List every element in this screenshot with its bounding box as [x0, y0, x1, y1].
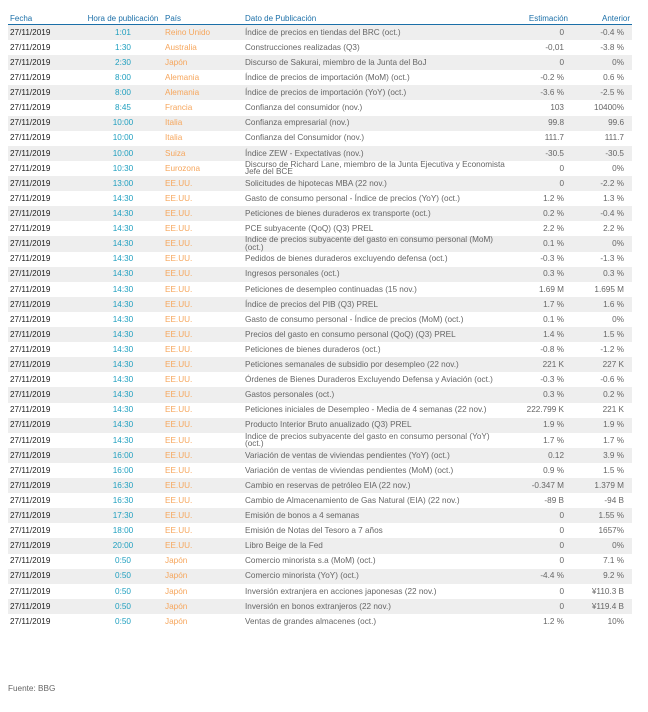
cell-date: 27/11/2019 [8, 206, 83, 221]
cell-date: 27/11/2019 [8, 176, 83, 191]
cell-event: Gasto de consumo personal - Índice de precios (YoY) (oct.) [245, 193, 460, 203]
table-row [8, 282, 632, 297]
header-estimate: Estimación [508, 0, 570, 25]
cell-estimate: 0.12 [508, 448, 570, 463]
cell-hour: 14:30 [83, 327, 163, 342]
calendar-table-container [8, 0, 632, 629]
cell-previous: 7.1 % [603, 556, 624, 566]
cell-hour: 10:00 [83, 116, 163, 131]
table-row [8, 191, 632, 206]
cell-date: 27/11/2019 [10, 375, 51, 385]
cell-event: Peticiones de bienes duraderos (oct.) [245, 344, 381, 354]
cell-country: EE.UU. [163, 418, 243, 433]
cell-previous: 221 K [602, 405, 624, 415]
cell-country: EE.UU. [165, 526, 193, 536]
cell-hour: 14:30 [112, 344, 134, 354]
cell-event: Índice de precios de importación (YoY) (oct.) [243, 85, 508, 100]
cell-date: 27/11/2019 [8, 55, 83, 70]
cell-event: Inversión en bonos extranjeros (22 nov.) [243, 599, 508, 614]
cell-country: EE.UU. [165, 193, 193, 203]
cell-date: 27/11/2019 [8, 116, 83, 131]
cell-estimate: 0 [559, 163, 564, 173]
cell-date: 27/11/2019 [8, 418, 83, 433]
cell-event: Variación de ventas de viviendas pendientes (MoM) (oct.) [245, 465, 454, 475]
cell-date: 27/11/2019 [10, 435, 51, 445]
table-row [8, 85, 632, 100]
cell-hour: 20:00 [83, 538, 163, 553]
cell-event: Construcciones realizadas (Q3) [245, 42, 360, 52]
cell-previous: 0% [570, 236, 632, 251]
table-row [8, 342, 632, 357]
cell-estimate: -0.3 % [540, 254, 564, 264]
cell-estimate: 0.9 % [543, 465, 564, 475]
header-previous: Anterior [570, 0, 632, 25]
cell-country: EE.UU. [163, 448, 243, 463]
cell-hour: 14:30 [112, 405, 134, 415]
table-row [8, 508, 632, 523]
cell-event: Confianza del consumidor (nov.) [245, 103, 363, 113]
cell-date: 27/11/2019 [8, 236, 83, 251]
cell-hour: 14:30 [112, 375, 134, 385]
table-row [8, 418, 632, 433]
cell-hour: 10:00 [83, 146, 163, 161]
cell-event: Cambio de Almacenamiento de Gas Natural (EIA) (22 nov.) [245, 495, 460, 505]
economic-calendar-table [8, 0, 632, 629]
cell-estimate: 1.7 % [543, 435, 564, 445]
cell-country: EE.UU. [163, 297, 243, 312]
cell-country: Suiza [163, 146, 243, 161]
cell-estimate: 0.3 % [508, 267, 570, 282]
cell-date: 27/11/2019 [10, 314, 51, 324]
cell-previous: -0.6 % [600, 375, 624, 385]
cell-date: 27/11/2019 [10, 616, 51, 626]
cell-previous: -2.2 % [570, 176, 632, 191]
cell-event: Emisión de bonos a 4 semanas [243, 508, 508, 523]
cell-country: Reino Unido [163, 25, 243, 41]
cell-estimate: 1.2 % [543, 616, 564, 626]
cell-date: 27/11/2019 [8, 357, 83, 372]
cell-country: EE.UU. [163, 508, 243, 523]
cell-hour: 1:01 [83, 25, 163, 41]
cell-date: 27/11/2019 [10, 284, 51, 294]
cell-country: EE.UU. [165, 405, 193, 415]
header-row [8, 0, 632, 25]
cell-previous: 99.6 [570, 116, 632, 131]
cell-country: EE.UU. [163, 176, 243, 191]
table-row [8, 372, 632, 387]
cell-event: Peticiones de desempleo continuadas (15 nov.) [245, 284, 417, 294]
cell-previous: 227 K [570, 357, 632, 372]
cell-date: 27/11/2019 [10, 526, 51, 536]
cell-hour: 0:50 [83, 599, 163, 614]
table-row [8, 614, 632, 629]
table-row [8, 433, 632, 448]
cell-previous: 1.379 M [570, 478, 632, 493]
cell-date: 27/11/2019 [10, 73, 51, 83]
cell-country: Italia [165, 133, 183, 143]
table-row [8, 312, 632, 327]
table-row [8, 538, 632, 553]
cell-event: Pedidos de bienes duraderos excluyendo defensa (oct.) [245, 254, 448, 264]
cell-country: EE.UU. [163, 267, 243, 282]
cell-event: Confianza del Consumidor (nov.) [245, 133, 365, 143]
cell-hour: 10:30 [112, 163, 134, 173]
table-body [8, 25, 632, 630]
cell-country: EE.UU. [165, 435, 193, 445]
cell-date: 27/11/2019 [10, 103, 51, 113]
cell-previous: 0% [612, 314, 624, 324]
cell-hour: 8:45 [115, 103, 131, 113]
cell-estimate: 0 [559, 526, 564, 536]
table-row [8, 448, 632, 463]
table-row [8, 327, 632, 342]
cell-hour: 0:50 [115, 616, 131, 626]
cell-date: 27/11/2019 [10, 405, 51, 415]
table-row [8, 40, 632, 55]
cell-date: 27/11/2019 [8, 387, 83, 402]
cell-event: Variación de ventas de viviendas pendientes (YoY) (oct.) [243, 448, 508, 463]
cell-country: EE.UU. [165, 495, 193, 505]
cell-estimate: 0 [508, 176, 570, 191]
cell-hour: 8:00 [83, 85, 163, 100]
cell-estimate: -3.6 % [508, 85, 570, 100]
cell-date: 27/11/2019 [8, 146, 83, 161]
cell-hour: 14:30 [112, 254, 134, 264]
table-row [8, 387, 632, 402]
cell-date: 27/11/2019 [8, 85, 83, 100]
cell-estimate: -0.347 M [508, 478, 570, 493]
cell-country: EE.UU. [163, 236, 243, 251]
cell-previous: -0.4 % [570, 25, 632, 41]
cell-country: EE.UU. [163, 206, 243, 221]
cell-date: 27/11/2019 [10, 586, 51, 596]
table-row [8, 584, 632, 599]
cell-event: Solicitudes de hipotecas MBA (22 nov.) [243, 176, 508, 191]
cell-date: 27/11/2019 [10, 254, 51, 264]
cell-date: 27/11/2019 [10, 465, 51, 475]
cell-previous: 111.7 [604, 133, 624, 143]
cell-hour: 14:30 [83, 418, 163, 433]
cell-country: EE.UU. [163, 478, 243, 493]
cell-hour: 14:30 [83, 387, 163, 402]
table-row [8, 206, 632, 221]
cell-date: 27/11/2019 [8, 25, 83, 41]
source-note: Fuente: BBG [8, 684, 56, 693]
cell-country: EE.UU. [165, 314, 193, 324]
cell-previous: -1.2 % [600, 344, 624, 354]
table-row [8, 236, 632, 251]
cell-estimate: 103 [550, 103, 564, 113]
cell-estimate: 1.4 % [508, 327, 570, 342]
cell-country: EE.UU. [163, 357, 243, 372]
cell-date: 27/11/2019 [10, 556, 51, 566]
table-row [8, 146, 632, 161]
cell-hour: 10:00 [112, 133, 134, 143]
cell-previous: 3.9 % [570, 448, 632, 463]
cell-hour: 14:30 [112, 224, 134, 234]
cell-date: 27/11/2019 [10, 163, 51, 173]
cell-estimate: 0.1 % [508, 236, 570, 251]
table-row [8, 569, 632, 584]
cell-estimate: 2.2 % [543, 224, 564, 234]
cell-previous: 2.2 % [603, 224, 624, 234]
cell-event: Peticiones semanales de subsidio por desempleo (22 nov.) [243, 357, 508, 372]
cell-event: Gastos personales (oct.) [243, 387, 508, 402]
cell-event: Índice de precios subyacente del gasto en consumo personal (YoY) (oct.) [245, 432, 490, 448]
cell-event: Producto Interior Bruto anualizado (Q3) PREL [243, 418, 508, 433]
cell-estimate: -0.2 % [540, 73, 564, 83]
cell-event: Ingresos personales (oct.) [243, 267, 508, 282]
table-header [8, 0, 632, 25]
cell-country: Francia [165, 103, 193, 113]
table-row [8, 478, 632, 493]
cell-previous: 0.3 % [570, 267, 632, 282]
table-row [8, 252, 632, 267]
cell-previous: 0% [570, 55, 632, 70]
cell-estimate: -0.8 % [540, 344, 564, 354]
cell-hour: 0:50 [115, 556, 131, 566]
cell-hour: 14:30 [112, 284, 134, 294]
table-row [8, 554, 632, 569]
cell-country: Italia [163, 116, 243, 131]
table-row [8, 463, 632, 478]
cell-date: 27/11/2019 [10, 224, 51, 234]
cell-hour: 13:00 [83, 176, 163, 191]
cell-hour: 14:30 [112, 193, 134, 203]
table-row [8, 357, 632, 372]
cell-estimate: 0.1 % [543, 314, 564, 324]
cell-event: Índice de precios de importación (MoM) (oct.) [245, 73, 410, 83]
table-row [8, 116, 632, 131]
cell-estimate: 221 K [508, 357, 570, 372]
cell-estimate: -0.3 % [540, 375, 564, 385]
cell-hour: 0:50 [83, 569, 163, 584]
cell-event: PCE subyacente (QoQ) (Q3) PREL [245, 224, 374, 234]
cell-previous: 9.2 % [570, 569, 632, 584]
cell-estimate: -0,01 [545, 42, 564, 52]
cell-previous: 10400% [593, 103, 624, 113]
cell-date: 27/11/2019 [10, 133, 51, 143]
cell-event: Discurso de Sakurai, miembro de la Junta del BoJ [243, 55, 508, 70]
table-row [8, 493, 632, 508]
cell-country: EE.UU. [163, 387, 243, 402]
cell-date: 27/11/2019 [8, 327, 83, 342]
cell-country: EE.UU. [165, 344, 193, 354]
cell-country: EE.UU. [165, 375, 193, 385]
cell-hour: 0:50 [115, 586, 131, 596]
cell-event: Emisión de Notas del Tesoro a 7 años [245, 526, 383, 536]
cell-event: Ventas de grandes almacenes (oct.) [245, 616, 377, 626]
cell-event: Libro Beige de la Fed [243, 538, 508, 553]
cell-country: EE.UU. [165, 465, 193, 475]
cell-event: Órdenes de Bienes Duraderos Excluyendo Defensa y Aviación (oct.) [245, 375, 493, 385]
table-row [8, 176, 632, 191]
cell-previous: 1.6 % [570, 297, 632, 312]
table-row [8, 297, 632, 312]
cell-country: EE.UU. [165, 284, 193, 294]
cell-event: Confianza empresarial (nov.) [243, 116, 508, 131]
cell-hour: 17:30 [83, 508, 163, 523]
cell-hour: 16:30 [83, 478, 163, 493]
cell-previous: 1.5 % [570, 327, 632, 342]
table-row [8, 599, 632, 614]
cell-date: 27/11/2019 [8, 448, 83, 463]
cell-date: 27/11/2019 [8, 267, 83, 282]
cell-previous: 1.7 % [603, 435, 624, 445]
cell-hour: 2:30 [83, 55, 163, 70]
cell-previous: 0.6 % [603, 73, 624, 83]
cell-previous: 1.9 % [570, 418, 632, 433]
cell-previous: -94 B [604, 495, 624, 505]
cell-estimate: 0.3 % [508, 387, 570, 402]
cell-previous: 0% [612, 163, 624, 173]
cell-previous: -0.4 % [570, 206, 632, 221]
table-row [8, 267, 632, 282]
cell-country: Japón [163, 599, 243, 614]
cell-event: Peticiones de bienes duraderos ex transporte (oct.) [243, 206, 508, 221]
table-row [8, 161, 632, 176]
cell-estimate: 0 [508, 508, 570, 523]
table-row [8, 25, 632, 41]
cell-hour: 14:30 [83, 267, 163, 282]
cell-estimate: 0 [508, 25, 570, 41]
table-row [8, 70, 632, 85]
cell-event: Cambio en reservas de petróleo EIA (22 nov.) [243, 478, 508, 493]
cell-date: 27/11/2019 [10, 495, 51, 505]
cell-event: Inversión extranjera en acciones japonesas (22 nov.) [245, 586, 437, 596]
cell-hour: 14:30 [83, 206, 163, 221]
header-date: Fecha [8, 0, 83, 25]
cell-date: 27/11/2019 [8, 569, 83, 584]
cell-date: 27/11/2019 [10, 193, 51, 203]
cell-hour: 16:30 [112, 495, 134, 505]
cell-previous: 1.5 % [603, 465, 624, 475]
cell-hour: 14:30 [112, 314, 134, 324]
cell-date: 27/11/2019 [8, 599, 83, 614]
cell-previous: -2.5 % [570, 85, 632, 100]
cell-country: EE.UU. [165, 224, 193, 234]
cell-hour: 1:30 [115, 42, 131, 52]
table-row [8, 131, 632, 146]
cell-estimate: -30.5 [508, 146, 570, 161]
cell-event: Peticiones iniciales de Desempleo - Media de 4 semanas (22 nov.) [245, 405, 487, 415]
cell-country: Japón [165, 616, 188, 626]
cell-estimate: 0 [508, 599, 570, 614]
table-row [8, 100, 632, 115]
cell-previous: -1.3 % [600, 254, 624, 264]
cell-estimate: 111.7 [544, 133, 564, 143]
cell-previous: 1.55 % [570, 508, 632, 523]
cell-previous: 1.695 M [594, 284, 624, 294]
cell-event: Índice de precios en tiendas del BRC (oct.) [243, 25, 508, 41]
cell-hour: 16:00 [83, 448, 163, 463]
cell-event: Índice ZEW - Expectativas (nov.) [243, 146, 508, 161]
cell-country: Australia [165, 42, 197, 52]
cell-previous: 0.2 % [570, 387, 632, 402]
cell-estimate: 1.9 % [508, 418, 570, 433]
cell-date: 27/11/2019 [10, 42, 51, 52]
cell-estimate: 1.7 % [508, 297, 570, 312]
cell-country: EE.UU. [165, 254, 193, 264]
cell-country: EE.UU. [163, 538, 243, 553]
cell-estimate: 0 [508, 55, 570, 70]
cell-event: Precios del gasto en consumo personal (QoQ) (Q3) PREL [243, 327, 508, 342]
cell-date: 27/11/2019 [8, 538, 83, 553]
cell-estimate: 1.2 % [543, 193, 564, 203]
cell-estimate: 0.2 % [508, 206, 570, 221]
table-row [8, 403, 632, 418]
cell-hour: 14:30 [83, 297, 163, 312]
cell-previous: 0% [570, 538, 632, 553]
cell-event: Comercio minorista (YoY) (oct.) [243, 569, 508, 584]
table-row [8, 55, 632, 70]
cell-country: Alemania [165, 73, 200, 83]
cell-estimate: -4.4 % [508, 569, 570, 584]
cell-country: EE.UU. [163, 327, 243, 342]
cell-previous: 1.3 % [603, 193, 624, 203]
cell-estimate: 0 [508, 538, 570, 553]
cell-estimate: 222.799 K [526, 405, 564, 415]
table-row [8, 523, 632, 538]
cell-event: Gasto de consumo personal - Índice de precios (MoM) (oct.) [245, 314, 464, 324]
cell-hour: 16:00 [112, 465, 134, 475]
cell-country: Japón [165, 586, 188, 596]
cell-previous: ¥119.4 B [570, 599, 632, 614]
cell-previous: 1657% [598, 526, 624, 536]
cell-hour: 14:30 [112, 435, 134, 445]
cell-event: Discurso de Richard Lane, miembro de la Junta Ejecutiva y Economista Jefe del BCE [245, 160, 505, 177]
cell-previous: -30.5 [570, 146, 632, 161]
cell-date: 27/11/2019 [8, 478, 83, 493]
cell-hour: 14:30 [83, 236, 163, 251]
cell-event: Comercio minorista s.a (MoM) (oct.) [245, 556, 376, 566]
cell-event: Índice de precios del PIB (Q3) PREL [243, 297, 508, 312]
cell-estimate: -89 B [544, 495, 564, 505]
cell-date: 27/11/2019 [10, 344, 51, 354]
cell-date: 27/11/2019 [8, 508, 83, 523]
cell-hour: 18:00 [112, 526, 134, 536]
cell-estimate: 99.8 [508, 116, 570, 131]
header-hour: Hora de publicación [83, 0, 163, 25]
table-row [8, 221, 632, 236]
cell-event: Índice de precios subyacente del gasto en consumo personal (MoM) (oct.) [243, 236, 508, 251]
header-event: Dato de Publicación [243, 0, 508, 25]
cell-estimate: 0 [559, 556, 564, 566]
cell-previous: -3.8 % [600, 42, 624, 52]
cell-country: Japón [163, 569, 243, 584]
cell-country: Japón [163, 55, 243, 70]
cell-country: Alemania [163, 85, 243, 100]
cell-hour: 14:30 [83, 357, 163, 372]
header-country: País [163, 0, 243, 25]
cell-estimate: 0 [559, 586, 564, 596]
cell-date: 27/11/2019 [8, 297, 83, 312]
cell-estimate: 1.69 M [538, 284, 564, 294]
cell-previous: ¥110.3 B [591, 586, 624, 596]
cell-hour: 8:00 [115, 73, 131, 83]
cell-previous: 10% [607, 616, 624, 626]
cell-country: Japón [165, 556, 188, 566]
cell-country: Eurozona [165, 163, 201, 173]
